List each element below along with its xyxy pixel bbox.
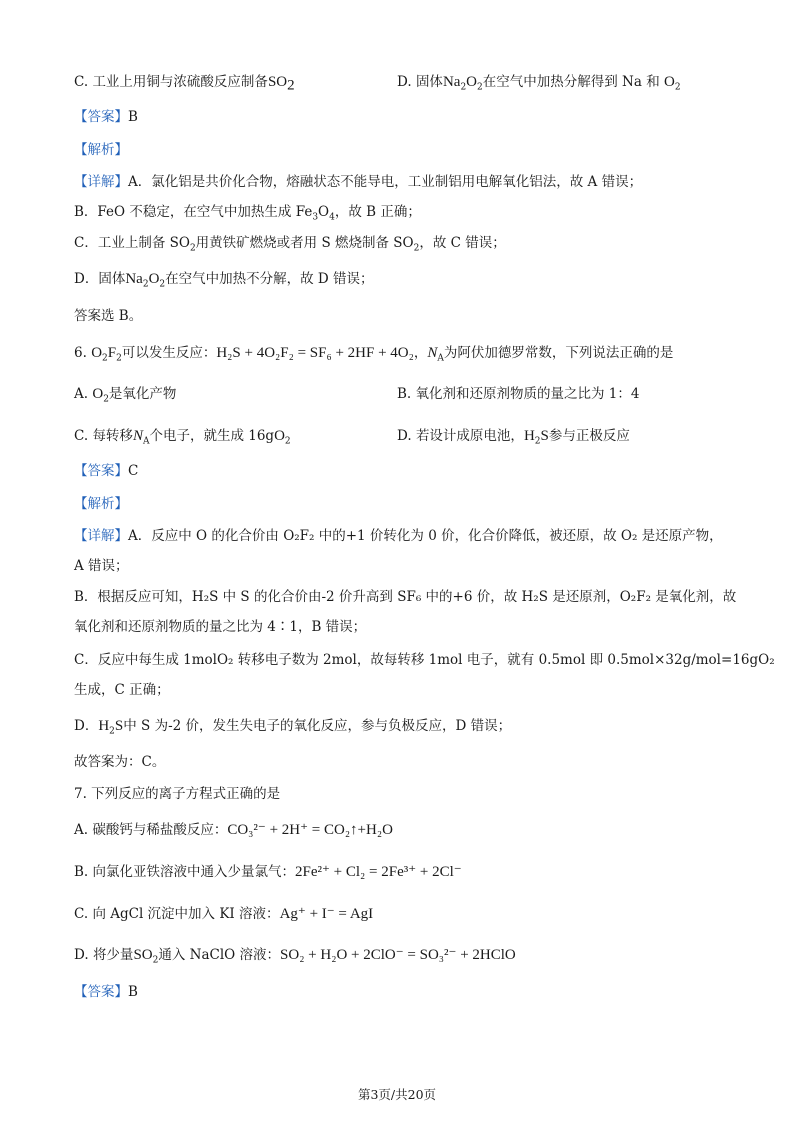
q6-detail-d: D．$H_2S$中 S 为-2 价，发生失电子的氧化反应，参与负极反应，D 错误； bbox=[74, 718, 512, 737]
q6-option-a: A. $O_2$是氧化产物 bbox=[74, 386, 177, 405]
q5-detail-c: C．工业上制备 $SO_2$用黄铁矿燃烧或者用 S 燃烧制备 $SO_2$，故 C 错误； bbox=[74, 235, 506, 254]
q6-detail-b2: 氧化剂和还原剂物质的量之比为 4∶1，B 错误； bbox=[74, 619, 367, 635]
q6-detail-c1: C．反应中每生成 1molO₂ 转移电子数为 2mol，故每转移 1mol 电子，就有 0.5mol 即 0.5mol×32g/mol=16gO₂ bbox=[74, 652, 775, 668]
q5-analysis-tag: 【解析】 bbox=[74, 142, 128, 158]
q6-conclusion: 故答案为：C。 bbox=[74, 754, 166, 770]
q5-detail-a: 【详解】A．氯化铝是共价化合物，熔融状态不能导电，工业制铝用电解氧化铝法，故 A 错误； bbox=[74, 174, 643, 190]
q6-stem: 6. $O_2F_2$可以发生反应：H₂S + 4O₂F₂ = SF₆ + 2HF + 4O₂，$N_A$为阿伏加德罗常数，下列说法正确的是 bbox=[74, 345, 674, 364]
q5-conclusion: 答案选 B。 bbox=[74, 308, 143, 324]
q7-option-c: C. 向 AgCl 沉淀中加入 KI 溶液：Ag⁺ + I⁻ = AgI bbox=[74, 906, 374, 922]
q5-answer: 【答案】B bbox=[74, 109, 138, 125]
q6-detail-c2: 生成，C 正确； bbox=[74, 682, 170, 698]
q6-option-d: D. 若设计成原电池，$H_2S$参与正极反应 bbox=[397, 428, 630, 447]
q6-option-b: B. 氧化剂和还原剂物质的量之比为 1：4 bbox=[397, 386, 640, 402]
q7-option-a: A. 碳酸钙与稀盐酸反应：CO₃²⁻ + 2H⁺ = CO₂↑+H₂O bbox=[74, 822, 393, 838]
q6-option-c: C. 每转移$N_A$个电子，就生成 $16gO_2$ bbox=[74, 428, 291, 447]
page-footer: 第3页/共20页 bbox=[357, 1087, 437, 1102]
q6-detail-b1: B．根据反应可知，H₂S 中 S 的化合价由-2 价升高到 SF₆ 中的+6 价，故 H₂S 是还原剂，O₂F₂ 是氧化剂，故 bbox=[74, 589, 737, 605]
q7-option-b: B. 向氯化亚铁溶液中通入少量氯气：2Fe²⁺ + Cl₂ = 2Fe³⁺ + 2Cl⁻ bbox=[74, 864, 462, 880]
q6-detail-a2: A 错误； bbox=[74, 558, 129, 574]
q7-answer: 【答案】B bbox=[74, 984, 138, 1000]
q7-stem: 7. 下列反应的离子方程式正确的是 bbox=[74, 786, 281, 802]
q5-option-d: D. 固体$Na_2O_2$在空气中加热分解得到 Na 和 $O_2$ bbox=[397, 74, 681, 93]
q7-option-d: D. 将少量$SO_2$通入 NaClO 溶液：SO₂ + H₂O + 2ClO⁻ = SO₃²⁻ + 2HClO bbox=[74, 947, 516, 966]
q6-analysis-tag: 【解析】 bbox=[74, 496, 128, 512]
q6-answer: 【答案】C bbox=[74, 463, 139, 479]
q6-detail-a1: 【详解】A．反应中 O 的化合价由 O₂F₂ 中的+1 价转化为 0 价，化合价降低，被还原，故 O₂ 是还原产物， bbox=[74, 528, 723, 544]
q5-detail-d: D．固体$Na_2O_2$在空气中加热不分解，故 D 错误； bbox=[74, 271, 374, 290]
q5-option-c: C. 工业上用铜与浓硫酸反应制备$SO_2$ bbox=[74, 74, 295, 94]
q5-detail-b: B．FeO 不稳定，在空气中加热生成 $Fe_3O_4$，故 B 正确； bbox=[74, 204, 421, 223]
